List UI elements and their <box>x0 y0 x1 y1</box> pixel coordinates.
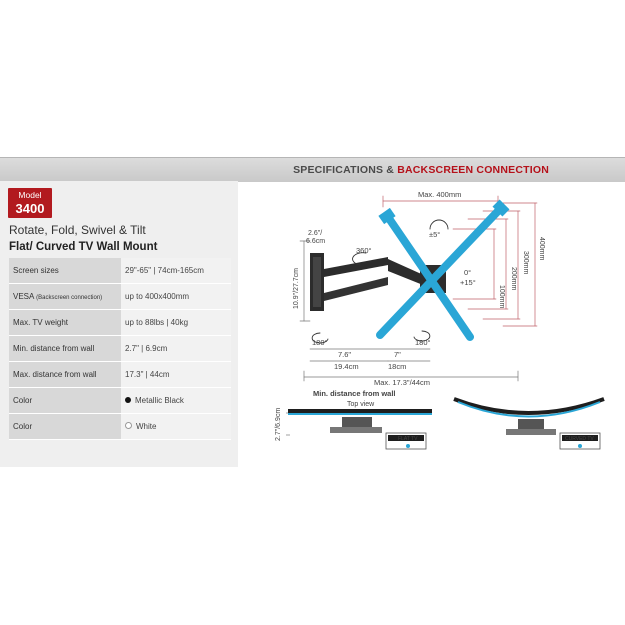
dim-300: 300mm <box>522 251 529 275</box>
spec-key-sub: (Backscreen connection) <box>36 295 103 301</box>
top-view-label: Top view <box>347 401 375 408</box>
table-row <box>9 284 231 310</box>
rotate-180-right: 180° <box>415 338 431 347</box>
min-dist-dim: 2.7"/6.9cm <box>275 407 282 441</box>
rotate-180-left: 180° <box>312 338 328 347</box>
curved-tv-drawing <box>454 399 604 449</box>
spec-key: Max. distance from wall <box>9 362 121 388</box>
flat-tv-tag: FLAT TV <box>398 436 418 442</box>
table-row <box>9 258 231 284</box>
color-name: White <box>136 422 157 431</box>
tilt-15: +15° <box>460 278 476 287</box>
spec-key <box>9 284 121 310</box>
header-title <box>293 164 549 176</box>
spec-value: 2.7" | 6.9cm <box>121 336 231 362</box>
tilt-0: 0° <box>464 268 472 277</box>
curved-tv-tag: CURVED TV <box>565 436 594 442</box>
spec-sheet <box>0 157 625 467</box>
dim-66: 6.6cm <box>306 238 326 245</box>
dim-400: 400mm <box>538 237 545 261</box>
spec-value <box>121 388 231 414</box>
dim-max-400: Max. 400mm <box>418 190 462 199</box>
table-row <box>9 336 231 362</box>
specs-table <box>9 258 231 440</box>
spec-value: 17.3" | 44cm <box>121 362 231 388</box>
dim-76: 7.6" <box>338 350 352 359</box>
min-distance-title: Min. distance from wall <box>313 389 396 398</box>
dim-26: 2.6"/ <box>308 230 323 237</box>
product-title: Flat/ Curved TV Wall Mount <box>9 241 158 253</box>
color-swatch-white <box>125 422 132 429</box>
dim-18: 18cm <box>388 362 407 371</box>
spec-key: Screen sizes <box>9 258 121 284</box>
spec-key: Max. TV weight <box>9 310 121 336</box>
spec-key: Color <box>9 388 121 414</box>
spec-value <box>121 414 231 440</box>
dim-7: 7" <box>394 350 401 359</box>
spec-value: up to 400x400mm <box>121 284 231 310</box>
dim-100: 100mm <box>498 285 505 309</box>
table-row <box>9 414 231 440</box>
dim-side: 10.9"/27.7cm <box>293 267 300 309</box>
color-name: Metallic Black <box>135 396 184 405</box>
table-row <box>9 310 231 336</box>
dim-max-dist: Max. 17.3"/44cm <box>374 378 431 387</box>
dim-194: 19.4cm <box>334 362 359 371</box>
table-row <box>9 362 231 388</box>
header-title-part2: BACKSCREEN CONNECTION <box>397 164 549 176</box>
color-swatch-black <box>125 397 131 403</box>
spec-value: up to 88lbs | 40kg <box>121 310 231 336</box>
tilt-pm5: ±5° <box>429 230 441 239</box>
rotate-360: 360° <box>356 246 372 255</box>
model-label: Model <box>18 190 42 200</box>
mount-diagram <box>238 181 625 467</box>
product-subtitle: Rotate, Fold, Swivel & Tilt <box>9 223 146 237</box>
spec-value: 29"-65" | 74cm-165cm <box>121 258 231 284</box>
header-title-part1: SPECIFICATIONS & <box>293 164 395 176</box>
spec-key: Min. distance from wall <box>9 336 121 362</box>
spec-key: Color <box>9 414 121 440</box>
model-number: 3400 <box>15 201 45 216</box>
model-badge <box>8 188 52 218</box>
specs-panel <box>0 181 238 467</box>
spec-key-text: VESA <box>13 292 34 301</box>
dim-200: 200mm <box>510 267 517 291</box>
flat-tv-drawing <box>286 409 432 449</box>
header-bar <box>0 157 625 182</box>
table-row <box>9 388 231 414</box>
